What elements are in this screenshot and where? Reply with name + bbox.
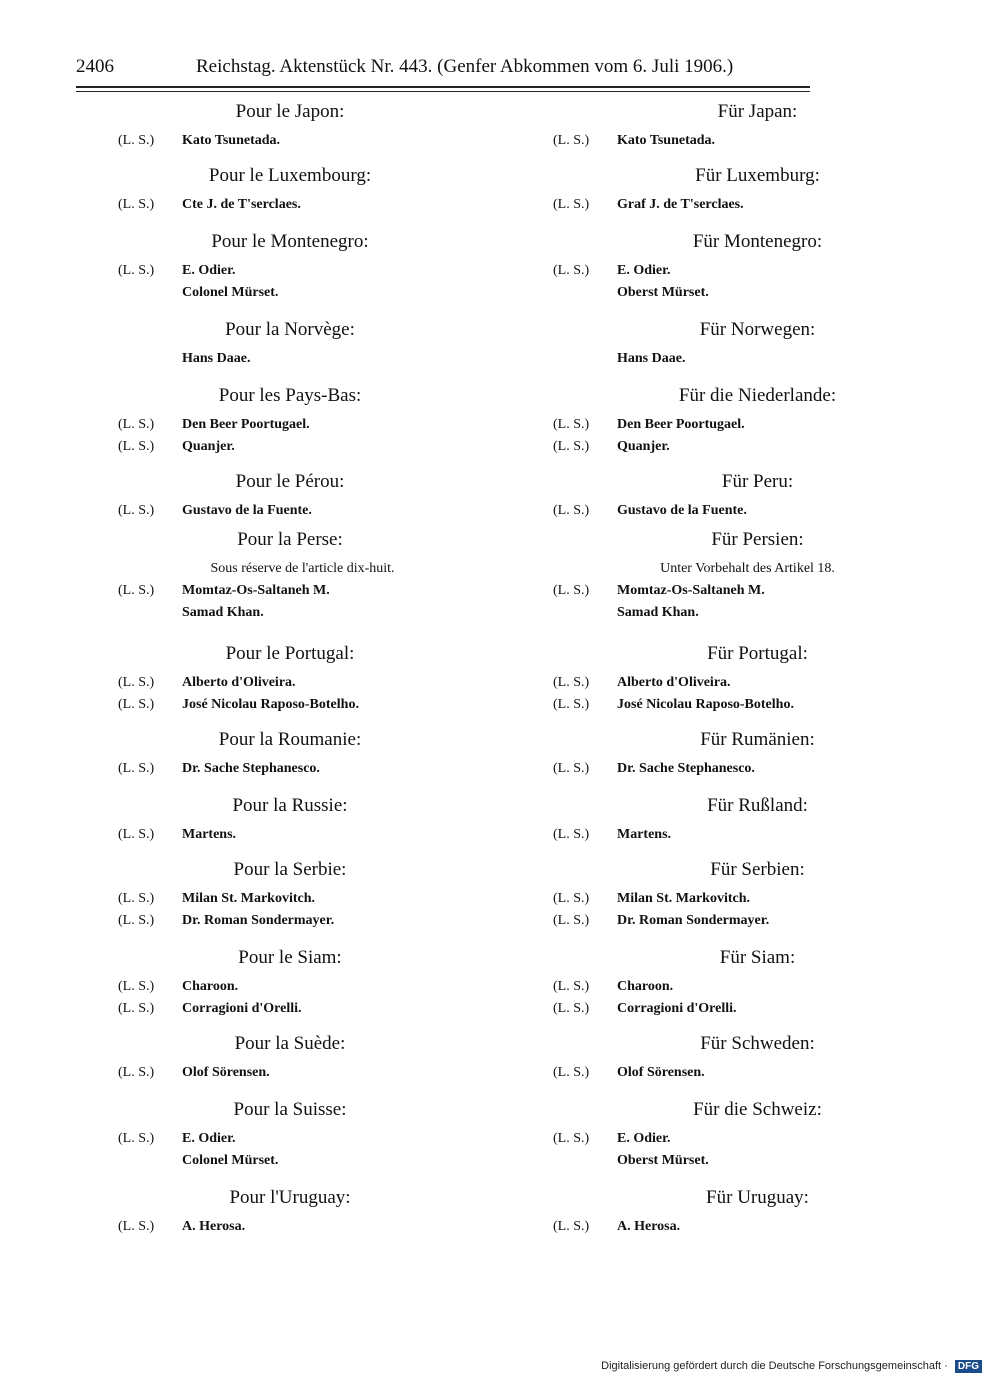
seal-mark: (L. S.) (553, 697, 590, 712)
signatory-name: Cte J. de T'serclaes. (182, 197, 301, 212)
country-heading: Für Siam: (719, 947, 796, 968)
signatory-name: Samad Khan. (617, 605, 699, 620)
signatory-line (115, 500, 490, 522)
signatory-name: Quanjer. (182, 439, 235, 454)
seal-mark: (L. S.) (118, 583, 155, 598)
seal-mark: (L. S.) (118, 979, 155, 994)
signature-entry (550, 728, 945, 780)
signature-entry (115, 100, 490, 152)
country-heading: Für die Niederlande: (678, 385, 837, 406)
seal-mark: (L. S.) (118, 1065, 155, 1080)
signatory-name: Olof Sörensen. (617, 1065, 705, 1080)
signatory-name: Milan St. Markovitch. (617, 891, 750, 906)
seal-mark: (L. S.) (553, 913, 590, 928)
seal-mark: (L. S.) (553, 675, 590, 690)
signatory-line (550, 672, 945, 694)
signatory-line (550, 414, 945, 436)
country-heading: Für Schweden: (700, 1033, 815, 1054)
seal-mark: (L. S.) (553, 133, 590, 148)
signature-entry (550, 1032, 945, 1084)
signatory-name: Charoon. (617, 979, 674, 994)
signatory-line (550, 694, 945, 716)
signatory-line (115, 824, 490, 846)
signatory-line (550, 130, 945, 152)
seal-mark: (L. S.) (553, 503, 590, 518)
seal-mark: (L. S.) (118, 439, 155, 454)
country-heading: Für die Schweiz: (693, 1099, 822, 1120)
signatory-line (115, 1216, 490, 1238)
signatory-name: Martens. (617, 827, 672, 842)
seal-mark: (L. S.) (118, 697, 155, 712)
signatory-name: Dr. Roman Sondermayer. (182, 913, 335, 928)
country-heading: Pour la Norvège: (225, 319, 355, 340)
signature-entry (115, 794, 490, 846)
signatory-line (115, 414, 490, 436)
country-heading: Pour le Siam: (238, 947, 342, 968)
signatory-name: Colonel Mürset. (182, 285, 279, 300)
seal-mark: (L. S.) (553, 439, 590, 454)
seal-mark: (L. S.) (118, 1219, 155, 1234)
signatory-line (115, 694, 490, 716)
country-heading: Pour le Montenegro: (211, 231, 369, 252)
signature-entry (115, 528, 490, 624)
page-number: 2406 (76, 56, 114, 77)
signatory-name: Graf J. de T'serclaes. (617, 197, 744, 212)
signatory-name: Kato Tsunetada. (617, 133, 716, 148)
signatory-line (550, 824, 945, 846)
seal-mark: (L. S.) (553, 891, 590, 906)
seal-mark: (L. S.) (118, 761, 155, 776)
country-heading: Für Montenegro: (692, 231, 823, 252)
credit-text: Digitalisierung gefördert durch die Deutsche Forschungsgemeinschaft · (601, 1360, 948, 1372)
signatory-line (550, 998, 945, 1020)
signatory-line (550, 910, 945, 932)
country-heading: Pour le Portugal: (225, 643, 355, 664)
signatory-line (550, 1128, 945, 1150)
seal-mark: (L. S.) (553, 197, 590, 212)
signature-entry (115, 858, 490, 932)
signature-entry (115, 384, 490, 458)
signatory-line (115, 260, 490, 282)
seal-mark: (L. S.) (553, 979, 590, 994)
country-heading: Pour les Pays-Bas: (218, 385, 362, 406)
signatory-name: A. Herosa. (182, 1219, 246, 1234)
signatory-line (550, 1216, 945, 1238)
signature-entry (550, 1186, 945, 1238)
country-heading: Für Rumänien: (700, 729, 815, 750)
reservation-note: Unter Vorbehalt des Artikel 18. (660, 561, 835, 576)
signatory-line (115, 194, 490, 216)
signatory-name: Martens. (182, 827, 237, 842)
signature-entry (550, 794, 945, 846)
country-heading: Pour la Perse: (237, 529, 343, 550)
seal-mark: (L. S.) (118, 263, 155, 278)
signatory-name: E. Odier. (182, 263, 236, 278)
seal-mark: (L. S.) (553, 827, 590, 842)
signature-entry (115, 318, 490, 370)
signatory-line (115, 348, 490, 370)
signatory-line (550, 282, 945, 304)
reservation-note: Sous réserve de l'article dix-huit. (210, 561, 395, 576)
country-heading: Pour la Roumanie: (218, 729, 362, 750)
country-heading: Für Japan: (717, 101, 798, 122)
seal-mark: (L. S.) (553, 1219, 590, 1234)
country-heading: Für Norwegen: (699, 319, 816, 340)
country-heading: Pour la Suisse: (233, 1099, 347, 1120)
signature-entry (550, 946, 945, 1020)
signatory-name: Hans Daae. (617, 351, 686, 366)
signatory-name: José Nicolau Raposo-Botelho. (617, 697, 794, 712)
signature-entry (550, 858, 945, 932)
signature-entry (550, 100, 945, 152)
signatory-name: Alberto d'Oliveira. (617, 675, 731, 690)
signatory-name: Alberto d'Oliveira. (182, 675, 296, 690)
seal-mark: (L. S.) (118, 675, 155, 690)
seal-mark: (L. S.) (118, 891, 155, 906)
signatory-line (115, 602, 490, 624)
signatory-line (115, 1062, 490, 1084)
signature-entry (115, 728, 490, 780)
country-heading: Für Luxemburg: (695, 165, 820, 186)
signatory-line (550, 260, 945, 282)
signatory-name: E. Odier. (182, 1131, 236, 1146)
signatory-name: Charoon. (182, 979, 239, 994)
signatory-name: Gustavo de la Fuente. (617, 503, 747, 518)
signature-entry (115, 1186, 490, 1238)
signatory-line (550, 602, 945, 624)
signature-entry (550, 164, 945, 216)
signatory-line (115, 282, 490, 304)
signatory-name: Olof Sörensen. (182, 1065, 270, 1080)
running-title: Reichstag. Aktenstück Nr. 443. (Genfer Abkommen vom 6. Juli 1906.) (196, 56, 734, 77)
signature-entry (115, 1098, 490, 1172)
country-heading: Für Uruguay: (706, 1187, 809, 1208)
signatory-name: Gustavo de la Fuente. (182, 503, 312, 518)
signatory-line (115, 1150, 490, 1172)
signature-entry (550, 318, 945, 370)
signature-entry (550, 230, 945, 304)
signature-entry (115, 164, 490, 216)
signatory-name: A. Herosa. (617, 1219, 681, 1234)
signature-entry (115, 946, 490, 1020)
seal-mark: (L. S.) (553, 1065, 590, 1080)
country-heading: Pour la Russie: (232, 795, 348, 816)
country-heading: Pour l'Uruguay: (229, 1187, 351, 1208)
signatory-name: Den Beer Poortugael. (182, 417, 310, 432)
signatory-line (115, 998, 490, 1020)
signatory-line (550, 976, 945, 998)
seal-mark: (L. S.) (118, 913, 155, 928)
signatory-name: Hans Daae. (182, 351, 251, 366)
signatory-name: Corragioni d'Orelli. (617, 1001, 737, 1016)
seal-mark: (L. S.) (553, 1131, 590, 1146)
seal-mark: (L. S.) (118, 1001, 155, 1016)
country-heading: Pour la Serbie: (233, 859, 347, 880)
signatory-name: Dr. Roman Sondermayer. (617, 913, 770, 928)
signatory-line (550, 500, 945, 522)
signatory-name: Colonel Mürset. (182, 1153, 279, 1168)
signature-entry (550, 470, 945, 522)
signatory-name: Den Beer Poortugael. (617, 417, 745, 432)
signatory-name: Corragioni d'Orelli. (182, 1001, 302, 1016)
signatory-name: Momtaz-Os-Saltaneh M. (617, 583, 765, 598)
signatory-line (550, 436, 945, 458)
seal-mark: (L. S.) (553, 761, 590, 776)
signatory-line (115, 758, 490, 780)
signature-entry (550, 384, 945, 458)
seal-mark: (L. S.) (118, 417, 155, 432)
seal-mark: (L. S.) (118, 1131, 155, 1146)
signature-entry (115, 1032, 490, 1084)
seal-mark: (L. S.) (553, 417, 590, 432)
digitization-credit (601, 1360, 982, 1373)
signatory-line (115, 910, 490, 932)
signatory-line (115, 580, 490, 602)
signatory-name: Samad Khan. (182, 605, 264, 620)
seal-mark: (L. S.) (553, 1001, 590, 1016)
seal-mark: (L. S.) (118, 827, 155, 842)
signatory-line (115, 436, 490, 458)
signatory-name: Oberst Mürset. (617, 285, 709, 300)
signatory-name: Kato Tsunetada. (182, 133, 281, 148)
signatory-line (115, 130, 490, 152)
seal-mark: (L. S.) (118, 197, 155, 212)
signatory-name: Oberst Mürset. (617, 1153, 709, 1168)
signatory-line (550, 1062, 945, 1084)
signatory-line (550, 1150, 945, 1172)
signatory-line (115, 976, 490, 998)
country-heading: Pour la Suède: (234, 1033, 346, 1054)
country-heading: Pour le Luxembourg: (208, 165, 372, 186)
dfg-logo: DFG (955, 1360, 982, 1373)
signatory-line (550, 758, 945, 780)
signatory-line (550, 194, 945, 216)
signatory-line (550, 348, 945, 370)
signatory-name: Dr. Sache Stephanesco. (617, 761, 755, 776)
seal-mark: (L. S.) (553, 583, 590, 598)
country-heading: Für Serbien: (710, 859, 805, 880)
signatory-line (115, 888, 490, 910)
country-heading: Für Persien: (711, 529, 804, 550)
signatory-name: José Nicolau Raposo-Botelho. (182, 697, 359, 712)
signature-entry (115, 230, 490, 304)
header-rule (76, 86, 810, 88)
header-rule-thin (76, 91, 810, 92)
signatory-line (115, 1128, 490, 1150)
seal-mark: (L. S.) (118, 133, 155, 148)
country-heading: Für Portugal: (707, 643, 808, 664)
seal-mark: (L. S.) (118, 503, 155, 518)
signatory-name: Quanjer. (617, 439, 670, 454)
signatory-name: Momtaz-Os-Saltaneh M. (182, 583, 330, 598)
country-heading: Für Peru: (721, 471, 794, 492)
signatory-name: Dr. Sache Stephanesco. (182, 761, 320, 776)
signature-entry (550, 1098, 945, 1172)
country-heading: Pour le Pérou: (235, 471, 345, 492)
signatory-line (550, 888, 945, 910)
signatory-name: E. Odier. (617, 263, 671, 278)
signatory-line (550, 580, 945, 602)
country-heading: Pour le Japon: (235, 101, 345, 122)
signatory-line (115, 672, 490, 694)
signature-entry (115, 470, 490, 522)
signatory-name: Milan St. Markovitch. (182, 891, 315, 906)
signatory-name: E. Odier. (617, 1131, 671, 1146)
page-header (76, 56, 810, 86)
signature-entry (550, 528, 945, 624)
seal-mark: (L. S.) (553, 263, 590, 278)
country-heading: Für Rußland: (707, 795, 808, 816)
signature-entry (550, 642, 945, 716)
signature-entry (115, 642, 490, 716)
